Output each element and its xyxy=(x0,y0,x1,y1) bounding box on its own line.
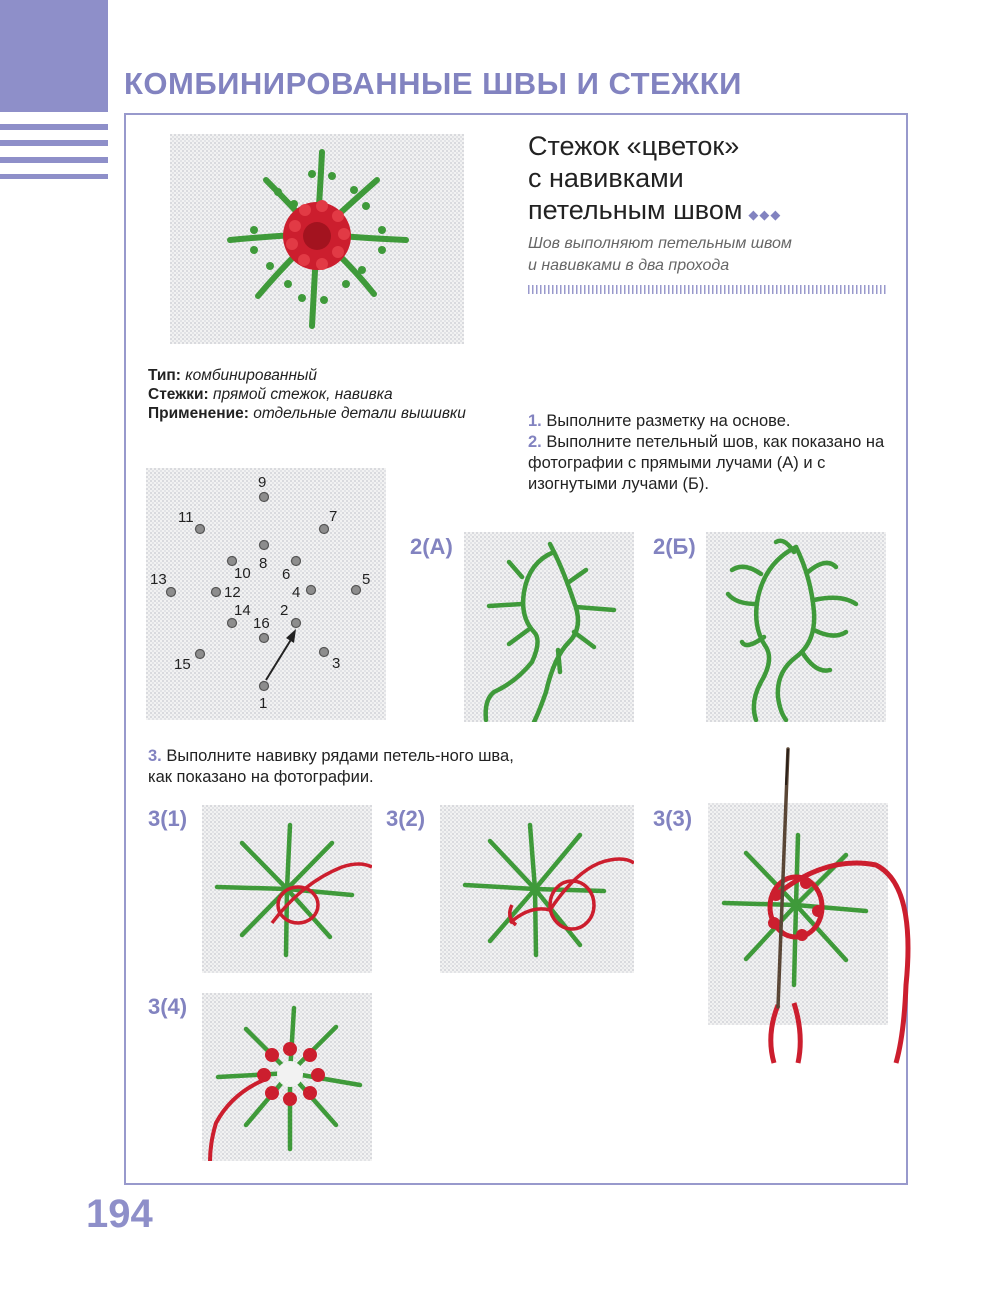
figure-label-3-3: 3(3) xyxy=(653,806,693,831)
diagram-label: 8 xyxy=(259,555,268,572)
diagram-label: 15 xyxy=(174,656,191,673)
photo-3-2 xyxy=(440,805,634,973)
meta-usage-value: отдельные детали вышивки xyxy=(253,405,466,422)
figure-label-3-1: 3(1) xyxy=(148,806,188,831)
photo-2a xyxy=(464,532,634,722)
page-number: 194 xyxy=(86,1192,153,1236)
stitch-title-text: петельным швом xyxy=(528,195,743,225)
marking-diagram xyxy=(146,468,386,720)
step-text: Выполните петельный шов, как показано на фотографии с прямыми лучами (А) и с изогнутыми лучами (Б). xyxy=(528,433,885,493)
step-2 xyxy=(528,432,888,495)
photo-2b xyxy=(706,532,886,722)
photo-3-4 xyxy=(202,993,372,1161)
diagram-label: 4 xyxy=(292,584,301,601)
meta-type-label: Тип: xyxy=(148,367,181,384)
diagram-label: 12 xyxy=(224,584,241,601)
stitch-meta xyxy=(148,366,468,423)
diagram-label: 5 xyxy=(362,571,371,588)
figure-label-2a: 2(А) xyxy=(410,534,453,559)
meta-usage xyxy=(148,404,468,423)
corner-stripe xyxy=(0,174,108,179)
diagram-label: 14 xyxy=(234,602,251,619)
photo-3-1 xyxy=(202,805,372,973)
subtitle-line: и навивками в два прохода xyxy=(528,257,730,274)
step-number: 1. xyxy=(528,412,542,430)
stitch-title-line: с навивками xyxy=(528,163,684,193)
photo-3-3 xyxy=(706,745,912,1065)
meta-usage-label: Применение: xyxy=(148,405,249,422)
meta-stitches-label: Стежки: xyxy=(148,386,209,403)
figure-label-3-2: 3(2) xyxy=(386,806,426,831)
corner-stripe xyxy=(0,124,108,130)
diagram-label: 16 xyxy=(253,615,270,632)
corner-stripe xyxy=(0,140,108,146)
section-title: КОМБИНИРОВАННЫЕ ШВЫ И СТЕЖКИ xyxy=(124,66,742,101)
diagram-label: 11 xyxy=(178,509,194,526)
step-3 xyxy=(148,746,528,788)
diagram-label: 3 xyxy=(332,655,341,672)
diagram-label: 1 xyxy=(259,695,268,712)
stitch-title xyxy=(528,130,781,231)
diagram-label: 9 xyxy=(258,474,267,491)
corner-stripe xyxy=(0,157,108,163)
figure-label-3-4: 3(4) xyxy=(148,994,188,1019)
diagram-label: 2 xyxy=(280,602,289,619)
stitch-subtitle xyxy=(528,233,792,277)
diagram-label: 7 xyxy=(329,508,338,525)
step-text: Выполните разметку на основе. xyxy=(546,412,791,430)
stitch-title-line: Стежок «цветок» xyxy=(528,131,740,161)
step-number: 2. xyxy=(528,433,542,451)
meta-type-value: комбинированный xyxy=(185,367,317,384)
corner-block xyxy=(0,0,108,112)
diagram-label: 13 xyxy=(150,571,167,588)
main-flower-photo xyxy=(170,134,464,344)
diamond-icon: ◆◆◆ xyxy=(748,207,782,222)
steps-list xyxy=(528,411,888,495)
step-1 xyxy=(528,411,888,432)
step-number: 3. xyxy=(148,747,162,765)
diagram-label: 6 xyxy=(282,566,291,583)
dotted-separator xyxy=(528,285,886,294)
step-text: Выполните навивку рядами петель-ного шва, как показано на фотографии. xyxy=(148,747,514,786)
diagram-label: 10 xyxy=(234,565,251,582)
meta-stitches xyxy=(148,385,468,404)
figure-label-2b: 2(Б) xyxy=(653,534,696,559)
subtitle-line: Шов выполняют петельным швом xyxy=(528,235,792,252)
stitch-title-line xyxy=(528,194,781,231)
meta-stitches-value: прямой стежок, навивка xyxy=(212,386,393,403)
meta-type xyxy=(148,366,468,385)
